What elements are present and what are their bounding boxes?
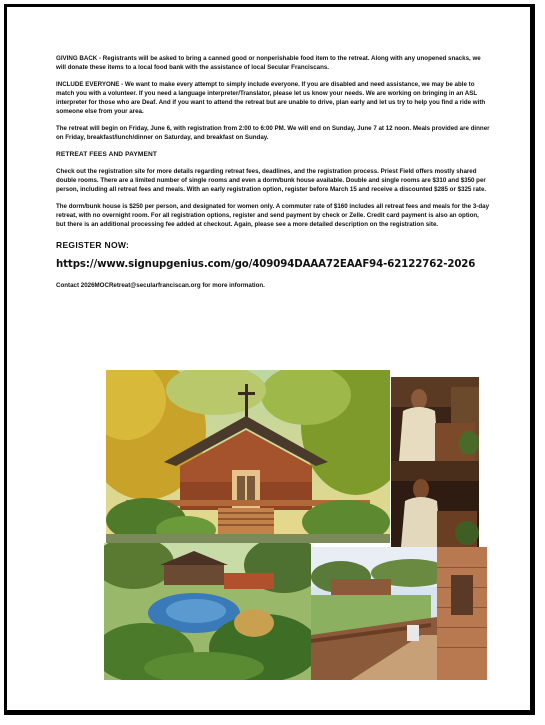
speaker-photo-1 [391,377,479,461]
chapel-photo [106,370,390,543]
giving-back-paragraph: GIVING BACK - Registrants will be asked to bring a canned good or nonperishable food item to the retreat. Along with any unopened snacks, we will donate these items to a local food bank with the assistance of local Secular Franciscans. [56,55,481,71]
registration-link[interactable]: https://www.signupgenius.com/go/409094DAAA72EAAF94-62122762-2026 [56,259,476,270]
dorm-paragraph: The dorm/bunk house is $250 per person, and designated for women only. A commuter rate of $160 includes all retreat fees and meals for the 3-day retreat, with no overnight room. For all registration options, register and send payment by check or Zelle. Credit card payment is also an option, but there is an additional processing fee added at checkout. Again, please see a more detailed description on the registration site. [56,203,490,228]
register-now-heading: REGISTER NOW: [56,240,130,250]
include-everyone-paragraph: INCLUDE EVERYONE - We want to make every attempt to simply include everyone. If you are disabled and need assistance, we may be able to match you with a volunteer. If you need a language interpreter/Translator, please let us know your needs. We are working on bringing in an ASL interpreter for those who are Deaf. And if you want to attend the retreat but are unable to drive, plan early and let us try to help you find a ride with someone else from your area. [56,81,486,115]
flyer-text [56,54,490,290]
contact-line: Contact 2026MOCRetreat@secularfranciscan.org for more information. [56,282,265,289]
speaker-photo-2 [391,461,479,547]
fees-paragraph: Check out the registration site for more details regarding retreat fees, deadlines, and the registration process. Priest Field offers mostly shared double rooms. There are a limited number of single rooms and even a dorm/bunk house available. Double and single rooms are $310 and $350 per person, including all retreat fees and meals. With an early registration option, register before March 15 and receive a discounted $285 or $325 rate. [56,168,487,193]
schedule-paragraph: The retreat will begin on Friday, June 6, with registration from 2:00 to 6:00 PM. We will end on Sunday, June 7 at 12 noon. Meals provided are dinner on Friday, breakfast/lunch/dinner on Saturday, and breakfast on Sunday. [56,125,490,141]
garden-pond-photo [104,543,311,680]
balcony-view-photo [311,547,487,680]
fees-heading: RETREAT FEES AND PAYMENT [56,151,157,158]
